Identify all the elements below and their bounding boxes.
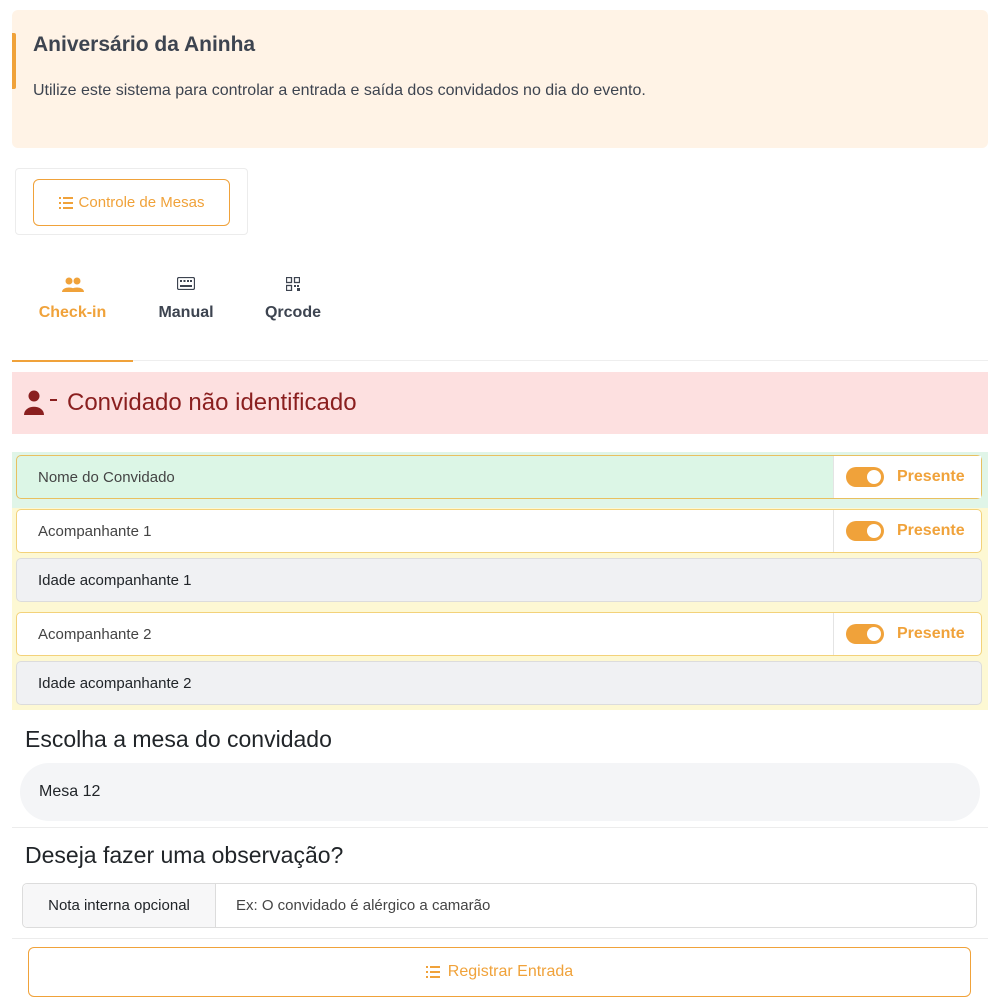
observation-input-group bbox=[22, 883, 977, 928]
event-title: Aniversário da Aninha bbox=[33, 33, 256, 56]
event-description: Utilize este sistema para controlar a entrada e saída dos convidados no dia do evento. bbox=[33, 82, 646, 99]
companion-2-presence[interactable] bbox=[833, 613, 981, 655]
tab-manual[interactable] bbox=[133, 255, 239, 361]
tab-check-in-label: Check-in bbox=[38, 304, 107, 321]
companion-1-row bbox=[16, 509, 982, 553]
note-input[interactable] bbox=[216, 884, 976, 927]
main-guest-name[interactable]: Nome do Convidado bbox=[38, 468, 175, 486]
qrcode-icon bbox=[286, 277, 300, 291]
section-divider bbox=[12, 938, 988, 939]
tab-manual-label: Manual bbox=[158, 304, 214, 321]
main-guest-presence[interactable] bbox=[833, 456, 981, 498]
list-icon bbox=[59, 197, 73, 209]
mesas-control-box bbox=[15, 168, 248, 235]
companion-2-age-field[interactable]: Idade acompanhante 2 bbox=[16, 661, 982, 705]
alert-message: Convidado não identificado bbox=[67, 389, 357, 416]
header-accent-bar bbox=[12, 33, 16, 89]
tab-qrcode[interactable] bbox=[239, 255, 347, 361]
users-icon bbox=[62, 277, 84, 293]
guest-fields bbox=[12, 452, 988, 710]
presence-toggle[interactable] bbox=[846, 467, 884, 487]
companion-1-presence[interactable] bbox=[833, 510, 981, 552]
tab-check-in[interactable] bbox=[12, 255, 133, 361]
keyboard-icon bbox=[177, 277, 195, 290]
section-divider bbox=[12, 827, 988, 828]
user-minus-icon bbox=[24, 390, 60, 416]
note-label: Nota interna opcional bbox=[23, 884, 216, 927]
observation-title: Deseja fazer uma observação? bbox=[25, 842, 344, 868]
registrar-entrada-label: Registrar Entrada bbox=[447, 963, 574, 980]
mesa-select[interactable]: Mesa 12 bbox=[20, 763, 980, 821]
tab-bar bbox=[12, 255, 988, 361]
companion-2-name[interactable]: Acompanhante 2 bbox=[38, 625, 152, 643]
companion-1-age-field[interactable]: Idade acompanhante 1 bbox=[16, 558, 982, 602]
presence-toggle[interactable] bbox=[846, 624, 884, 644]
presence-label: Presente bbox=[897, 468, 965, 485]
main-guest-row bbox=[16, 455, 982, 499]
presence-label: Presente bbox=[897, 625, 965, 642]
presence-label: Presente bbox=[897, 522, 965, 539]
controle-mesas-button[interactable] bbox=[33, 179, 230, 226]
guest-unidentified-alert bbox=[12, 372, 988, 434]
presence-toggle[interactable] bbox=[846, 521, 884, 541]
registrar-entrada-button[interactable] bbox=[28, 947, 971, 997]
companion-2-row bbox=[16, 612, 982, 656]
companion-1-name[interactable]: Acompanhante 1 bbox=[38, 522, 152, 540]
tab-qrcode-label: Qrcode bbox=[264, 304, 321, 321]
controle-mesas-label: Controle de Mesas bbox=[78, 194, 205, 211]
list-icon bbox=[426, 966, 440, 978]
event-header bbox=[12, 10, 988, 148]
table-select-title: Escolha a mesa do convidado bbox=[25, 726, 332, 752]
